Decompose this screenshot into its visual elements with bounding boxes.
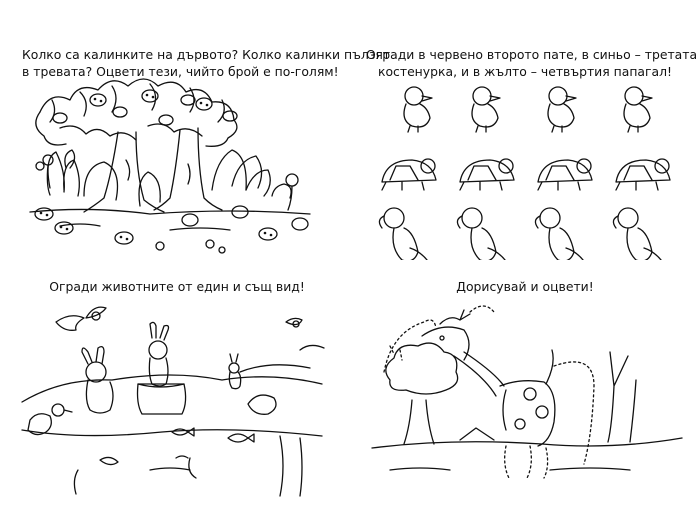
task1-line1: Колко са калинките на дървото? Колко калинки пълзят — [22, 47, 391, 62]
right-page — [350, 0, 700, 508]
task2-line2: костенурка, и в жълто – четвъртия папагал! — [377, 64, 673, 79]
task3-line1: Огради животните от един и същ вид! — [49, 279, 305, 294]
giraffe-tracing-illustration — [350, 0, 700, 508]
task4-line1: Дорисувай и оцвети! — [456, 279, 594, 294]
task2-line1: Огради в червено второто пате, в синьо – третата — [366, 47, 698, 62]
task1-line2: в тревата? Оцвети тези, чийто брой е по-голям! — [22, 64, 339, 79]
